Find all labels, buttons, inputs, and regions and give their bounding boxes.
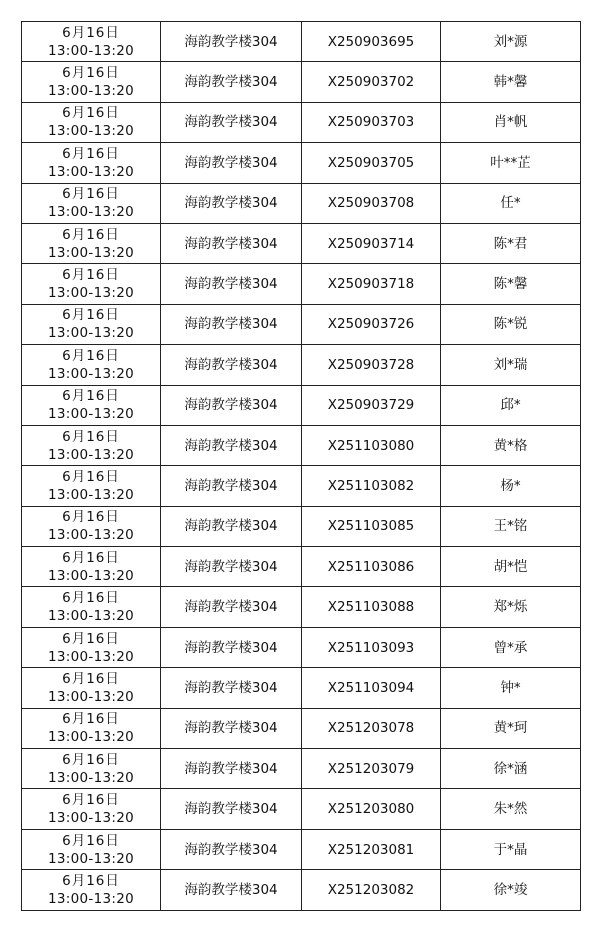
- time-cell: [22, 425, 161, 465]
- student-name-cell: 邱*: [441, 385, 581, 425]
- date-text: 6月16日: [62, 186, 120, 203]
- date-text: 6月16日: [62, 267, 120, 284]
- room-cell: 海韵教学楼304: [161, 870, 302, 910]
- time-cell: [22, 587, 161, 627]
- time-cell: [22, 506, 161, 546]
- table-row: [22, 749, 581, 789]
- table-row: [22, 587, 581, 627]
- time-range-text: 13:00-13:20: [48, 890, 134, 907]
- student-name-cell: 叶**芷: [441, 143, 581, 183]
- date-text: 6月16日: [62, 105, 120, 122]
- room-cell: 海韵教学楼304: [161, 304, 302, 344]
- student-id-cell: X250903728: [302, 345, 441, 385]
- student-id-cell: X250903718: [302, 264, 441, 304]
- time-range-text: 13:00-13:20: [48, 527, 134, 544]
- student-id-cell: X251103082: [302, 466, 441, 506]
- room-cell: 海韵教学楼304: [161, 223, 302, 263]
- time-cell: [22, 829, 161, 869]
- room-cell: 海韵教学楼304: [161, 425, 302, 465]
- student-id-cell: X251103086: [302, 547, 441, 587]
- room-cell: 海韵教学楼304: [161, 62, 302, 102]
- table-row: [22, 345, 581, 385]
- time-cell: [22, 264, 161, 304]
- room-cell: 海韵教学楼304: [161, 143, 302, 183]
- table-row: [22, 870, 581, 910]
- time-cell: [22, 345, 161, 385]
- student-name-cell: 陈*锐: [441, 304, 581, 344]
- student-id-cell: X251103080: [302, 425, 441, 465]
- table-row: [22, 668, 581, 708]
- student-name-cell: 肖*帆: [441, 102, 581, 142]
- student-id-cell: X250903705: [302, 143, 441, 183]
- time-cell: [22, 102, 161, 142]
- room-cell: 海韵教学楼304: [161, 345, 302, 385]
- room-cell: 海韵教学楼304: [161, 587, 302, 627]
- date-text: 6月16日: [62, 145, 120, 162]
- table-row: [22, 789, 581, 829]
- student-name-cell: 黄*格: [441, 425, 581, 465]
- table-row: [22, 466, 581, 506]
- time-range-text: 13:00-13:20: [48, 406, 134, 423]
- student-id-cell: X251103093: [302, 627, 441, 667]
- student-name-cell: 钟*: [441, 668, 581, 708]
- date-text: 6月16日: [62, 549, 120, 566]
- date-text: 6月16日: [62, 65, 120, 82]
- student-id-cell: X251103088: [302, 587, 441, 627]
- student-name-cell: 王*铭: [441, 506, 581, 546]
- roster-body: [22, 22, 581, 911]
- time-range-text: 13:00-13:20: [48, 83, 134, 100]
- table-row: [22, 708, 581, 748]
- student-id-cell: X251203078: [302, 708, 441, 748]
- table-row: [22, 22, 581, 62]
- student-name-cell: 陈*馨: [441, 264, 581, 304]
- date-text: 6月16日: [62, 590, 120, 607]
- time-range-text: 13:00-13:20: [48, 648, 134, 665]
- room-cell: 海韵教学楼304: [161, 22, 302, 62]
- time-range-text: 13:00-13:20: [48, 608, 134, 625]
- time-cell: [22, 749, 161, 789]
- time-range-text: 13:00-13:20: [48, 486, 134, 503]
- student-id-cell: X251203080: [302, 789, 441, 829]
- room-cell: 海韵教学楼304: [161, 466, 302, 506]
- table-row: [22, 264, 581, 304]
- student-name-cell: 杨*: [441, 466, 581, 506]
- student-name-cell: 胡*恺: [441, 547, 581, 587]
- student-id-cell: X250903702: [302, 62, 441, 102]
- time-range-text: 13:00-13:20: [48, 42, 134, 59]
- time-range-text: 13:00-13:20: [48, 365, 134, 382]
- time-cell: [22, 668, 161, 708]
- time-cell: [22, 708, 161, 748]
- room-cell: 海韵教学楼304: [161, 789, 302, 829]
- date-text: 6月16日: [62, 509, 120, 526]
- time-cell: [22, 304, 161, 344]
- table-row: [22, 143, 581, 183]
- time-range-text: 13:00-13:20: [48, 810, 134, 827]
- time-range-text: 13:00-13:20: [48, 850, 134, 867]
- student-name-cell: 黄*珂: [441, 708, 581, 748]
- student-name-cell: 徐*竣: [441, 870, 581, 910]
- student-id-cell: X251103085: [302, 506, 441, 546]
- time-range-text: 13:00-13:20: [48, 123, 134, 140]
- date-text: 6月16日: [62, 792, 120, 809]
- time-range-text: 13:00-13:20: [48, 325, 134, 342]
- time-cell: [22, 627, 161, 667]
- room-cell: 海韵教学楼304: [161, 183, 302, 223]
- student-id-cell: X250903729: [302, 385, 441, 425]
- table-row: [22, 627, 581, 667]
- student-name-cell: 郑*烁: [441, 587, 581, 627]
- table-row: [22, 829, 581, 869]
- date-text: 6月16日: [62, 630, 120, 647]
- room-cell: 海韵教学楼304: [161, 749, 302, 789]
- date-text: 6月16日: [62, 751, 120, 768]
- room-cell: 海韵教学楼304: [161, 506, 302, 546]
- date-text: 6月16日: [62, 832, 120, 849]
- table-row: [22, 183, 581, 223]
- student-name-cell: 于*晶: [441, 829, 581, 869]
- time-cell: [22, 223, 161, 263]
- date-text: 6月16日: [62, 872, 120, 889]
- student-name-cell: 韩*馨: [441, 62, 581, 102]
- table-row: [22, 223, 581, 263]
- student-name-cell: 朱*然: [441, 789, 581, 829]
- time-range-text: 13:00-13:20: [48, 729, 134, 746]
- date-text: 6月16日: [62, 670, 120, 687]
- time-range-text: 13:00-13:20: [48, 244, 134, 261]
- time-range-text: 13:00-13:20: [48, 567, 134, 584]
- student-id-cell: X250903714: [302, 223, 441, 263]
- table-row: [22, 547, 581, 587]
- student-name-cell: 刘*源: [441, 22, 581, 62]
- student-name-cell: 任*: [441, 183, 581, 223]
- room-cell: 海韵教学楼304: [161, 627, 302, 667]
- exam-roster-table: [21, 21, 581, 911]
- time-range-text: 13:00-13:20: [48, 446, 134, 463]
- time-cell: [22, 22, 161, 62]
- time-cell: [22, 466, 161, 506]
- date-text: 6月16日: [62, 468, 120, 485]
- date-text: 6月16日: [62, 711, 120, 728]
- date-text: 6月16日: [62, 347, 120, 364]
- student-id-cell: X250903703: [302, 102, 441, 142]
- date-text: 6月16日: [62, 24, 120, 41]
- table-row: [22, 304, 581, 344]
- student-id-cell: X250903726: [302, 304, 441, 344]
- time-cell: [22, 385, 161, 425]
- student-name-cell: 刘*瑞: [441, 345, 581, 385]
- room-cell: 海韵教学楼304: [161, 102, 302, 142]
- date-text: 6月16日: [62, 388, 120, 405]
- room-cell: 海韵教学楼304: [161, 385, 302, 425]
- date-text: 6月16日: [62, 226, 120, 243]
- table-row: [22, 425, 581, 465]
- time-range-text: 13:00-13:20: [48, 769, 134, 786]
- table-row: [22, 385, 581, 425]
- time-range-text: 13:00-13:20: [48, 163, 134, 180]
- room-cell: 海韵教学楼304: [161, 547, 302, 587]
- table-row: [22, 62, 581, 102]
- room-cell: 海韵教学楼304: [161, 708, 302, 748]
- date-text: 6月16日: [62, 428, 120, 445]
- time-range-text: 13:00-13:20: [48, 285, 134, 302]
- student-name-cell: 曾*承: [441, 627, 581, 667]
- time-cell: [22, 789, 161, 829]
- time-range-text: 13:00-13:20: [48, 204, 134, 221]
- student-name-cell: 陈*君: [441, 223, 581, 263]
- student-id-cell: X251203079: [302, 749, 441, 789]
- student-id-cell: X250903708: [302, 183, 441, 223]
- student-name-cell: 徐*涵: [441, 749, 581, 789]
- time-cell: [22, 870, 161, 910]
- time-cell: [22, 62, 161, 102]
- student-id-cell: X251103094: [302, 668, 441, 708]
- time-cell: [22, 183, 161, 223]
- date-text: 6月16日: [62, 307, 120, 324]
- student-id-cell: X250903695: [302, 22, 441, 62]
- student-id-cell: X251203082: [302, 870, 441, 910]
- room-cell: 海韵教学楼304: [161, 668, 302, 708]
- student-id-cell: X251203081: [302, 829, 441, 869]
- table-row: [22, 102, 581, 142]
- room-cell: 海韵教学楼304: [161, 829, 302, 869]
- time-cell: [22, 547, 161, 587]
- time-cell: [22, 143, 161, 183]
- room-cell: 海韵教学楼304: [161, 264, 302, 304]
- time-range-text: 13:00-13:20: [48, 688, 134, 705]
- table-row: [22, 506, 581, 546]
